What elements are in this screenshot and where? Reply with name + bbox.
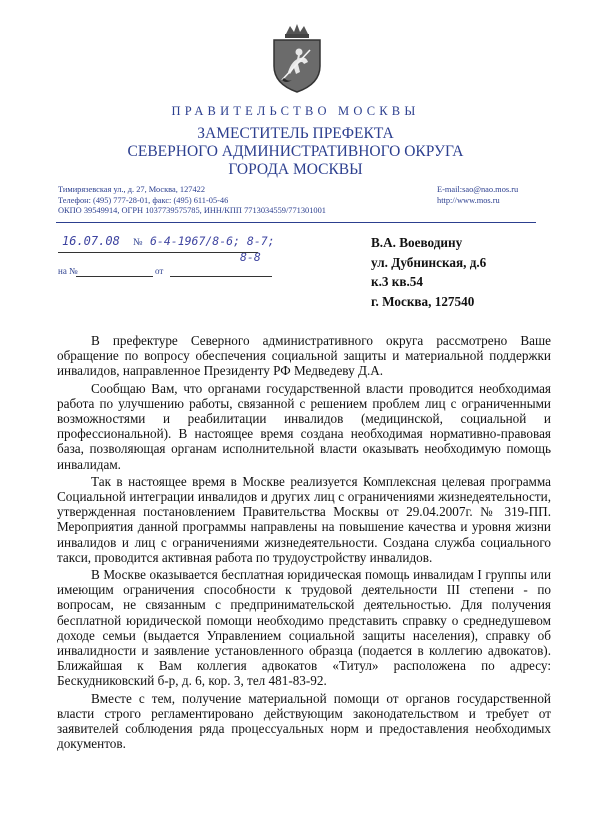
number-sign: №	[133, 237, 143, 248]
deputy-title-line: СЕВЕРНОГО АДМИНИСТРАТИВНОГО ОКРУГА	[127, 143, 464, 160]
letterhead-address	[58, 185, 326, 217]
reference-date-label: от	[155, 266, 164, 276]
moscow-coat-of-arms-icon	[266, 22, 328, 94]
letterhead-divider	[56, 222, 536, 223]
body-paragraph: В Москве оказывается бесплатная юридическая помощь инвалидам I группы или имеющим ограничения способности к трудовой деятельности III степени - по вопросам, не связанным с предпринимательской деятельностью. Для получения бесплатной юридической помощи необходимо представить справку о среднедушевом доходе семьи (выдается Управлением социальной защиты населения), справку об инвалидности и заявление установленного образца (подается в коллегию адвокатов). Ближайшая к Вам коллегия адвокатов «Титул» расположена по адресу: Бескудниковский б-р, д. 6, кор. 3, тел 481-83-92.	[57, 567, 551, 689]
address-line: Тимирязевская ул., д. 27, Москва, 127422	[58, 185, 206, 194]
body-paragraph: Сообщаю Вам, что органами государственной власти проводится необходимая работа по улучшению работы, связанной с решением проблем лиц с ограниченными возможностями и реабилитации инвалидов (медицинской, социальной и профессиональной). В настоящее время создана необходимая нормативно-правовая база, позволяющая органам исполнительной власти оказывать необходимую помощь инвалидам.	[57, 380, 551, 472]
recipient-address-block	[371, 233, 486, 311]
body-paragraph: Так в настоящее время в Москве реализуется Комплексная целевая программа Социальной интеграции инвалидов и других лиц с ограничениями жизнедеятельности, утвержденная постановлением Правительства Москвы от 29.04.2007г. № 319-ПП. Мероприятия данной программы направлены на повышение качества и уровня жизни инвалидов и лиц с ограничениями жизнедеятельности. Создана служба социального такси, проводится активная работа по трудоустройству инвалидов.	[57, 473, 551, 565]
handwritten-reg-number: 6-4-1967/8-6; 8-7;	[150, 234, 275, 248]
email-text: E-mail:sao@nao.mos.ru	[437, 185, 519, 194]
website-text: http://www.mos.ru	[437, 195, 500, 205]
government-title: ПРАВИТЕЛЬСТВО МОСКВЫ	[171, 104, 420, 118]
reference-date-underline	[170, 276, 272, 277]
letter-body	[57, 333, 551, 753]
deputy-title-line: ЗАМЕСТИТЕЛЬ ПРЕФЕКТА	[197, 125, 394, 142]
body-paragraph: Вместе с тем, получение материальной помощи от органов государственной власти строго регламентировано действующим законодательством и требует от заявителей соблюдения ряда процессуальных норм и предоставления необходимых документов.	[57, 690, 551, 752]
handwritten-date: 16.07.08	[62, 234, 120, 248]
body-paragraph: В префектуре Северного административного округа рассмотрено Ваше обращение по вопросу обеспечения социальной защиты и материальной поддержки инвалидов, направленное Президенту РФ Медведеву Д.А.	[57, 333, 551, 379]
deputy-title-line: ГОРОДА МОСКВЫ	[228, 161, 363, 178]
reference-number-underline	[76, 276, 153, 277]
reference-number-label: на №	[58, 266, 78, 276]
recipient-city: г. Москва, 127540	[371, 293, 475, 309]
phone-line: Телефон: (495) 777-28-01, факс: (495) 611-05-46	[58, 195, 229, 205]
recipient-name: В.А. Воеводину	[371, 235, 463, 250]
handwritten-reg-number-continued: 8-8	[240, 250, 261, 264]
registration-underline	[58, 252, 258, 253]
recipient-building: к.3 кв.54	[371, 274, 423, 289]
letterhead-contacts	[437, 185, 518, 206]
deputy-prefect-title	[0, 125, 591, 179]
recipient-street: ул. Дубнинская, д.6	[371, 254, 487, 270]
registry-codes-line: ОКПО 39549914, ОГРН 1037739575785, ИНН/КПП 7713034559/771301001	[58, 206, 326, 216]
